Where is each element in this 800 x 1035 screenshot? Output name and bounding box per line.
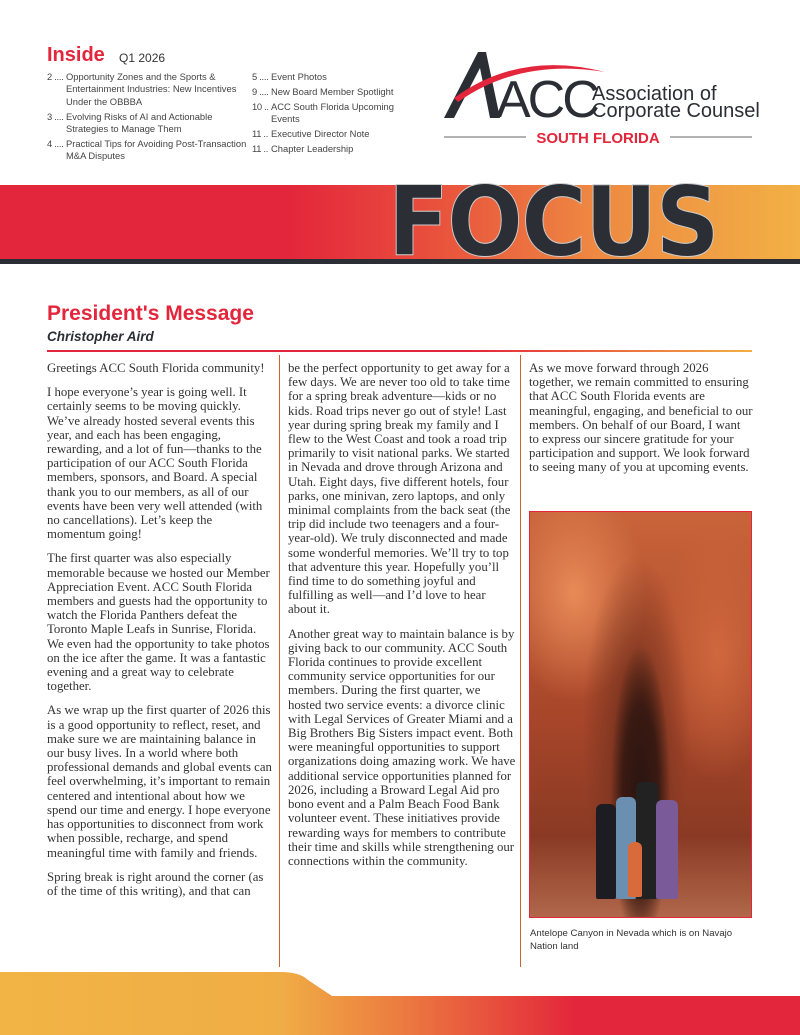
toc-page: 9 .... <box>252 85 269 97</box>
toc-page: 11 .. <box>252 143 269 155</box>
article-author: Christopher Aird <box>47 329 154 344</box>
toc-right <box>252 71 422 158</box>
toc-title: Event Photos <box>271 71 327 82</box>
person <box>656 800 678 899</box>
antelope-canyon-photo <box>529 511 752 918</box>
article-column-2 <box>288 361 516 878</box>
acc-logo <box>440 50 760 150</box>
toc-page: 11 .. <box>252 128 269 140</box>
column-divider <box>279 355 280 967</box>
article-column-1 <box>47 361 273 908</box>
toc-item[interactable] <box>252 101 422 126</box>
toc-item[interactable] <box>252 128 422 140</box>
toc-item[interactable] <box>252 86 422 98</box>
toc-item[interactable] <box>47 138 247 163</box>
footer-band <box>0 968 800 1035</box>
paragraph: The first quarter was also especially memorable because we hosted our Member Appreciation Event. ACC South Florida members and guests had the opportunity to watch the Florida Panthers defeat the Toronto Maple Leafs in Sunrise, Florida. We even had the opportunity to take photos on the ice after the game. It was a fantastic evening and a great way to celebrate together. <box>47 551 270 694</box>
newsletter-title: FOCUS <box>388 166 718 278</box>
issue-label: Q1 2026 <box>119 51 166 65</box>
toc-title: New Board Member Spotlight <box>271 85 394 97</box>
toc-item[interactable] <box>47 111 247 136</box>
toc-item[interactable] <box>47 71 247 108</box>
toc-page: 5 .... <box>252 71 269 82</box>
paragraph: As we move forward through 2026 together, we remain committed to ensuring that ACC South Florida events are meaningful, engaging, and beneficial to our members. On behalf of our Board, I want to express our sincere gratitude for your participation and support. We look forward to seeing many of you at upcoming events. <box>529 361 753 475</box>
toc-title: Chapter Leadership <box>271 143 354 155</box>
toc-page: 10 .. <box>252 100 269 112</box>
paragraph: be the perfect opportunity to get away for a few days. We are never too old to take time for a spring break adventure—kids or no kids. Road trips never go out of style! Last year during spring break my family and I flew to the West Coast and took a road trip primarily to visit national parks. We started in Nevada and drove through Arizona and Utah. Eight days, five different hotels, four parks, one minivan, zero laptops, and only minimal complaints from the back seat (the trip did include two teenagers and a four-year-old). We truly disconnected and made some wonderful memories. We’ll try to top that adventure this year. Hopefully you’ll find time to do something joyful and fulfilling as well—and I’d love to hear about it. <box>288 361 511 617</box>
person <box>596 804 616 899</box>
toc-title: Opportunity Zones and the Sports & Entertainment Industries: New Incentives Under the OBBBA <box>66 71 237 107</box>
toc-item[interactable] <box>252 143 422 155</box>
acc-logo-mark <box>440 50 760 150</box>
paragraph: Another great way to maintain balance is by giving back to our community. ACC South Florida continues to provide excellent community service opportunities for our members. During the first quarter, we hosted two service events: a divorce clinic with Legal Services of Greater Miami and a Big Brothers Big Sisters impact event. Both were meaningful opportunities to support organizations doing amazing work. We have additional service opportunities planned for 2026, including a Broward Legal Aid pro bono event and a Palm Beach Food Bank volunteer event. These initiatives provide rewarding ways for members to contribute their time and skills while strengthening our connections within the community. <box>288 626 516 868</box>
svg-text:SOUTH FLORIDA: SOUTH FLORIDA <box>536 130 660 147</box>
inside-title: Inside <box>47 44 105 66</box>
article-column-3 <box>529 361 753 485</box>
toc-page: 3 .... <box>47 110 64 122</box>
svg-text:Association of: Association of <box>592 83 717 105</box>
toc-page: 4 .... <box>47 138 64 150</box>
svg-text:Corporate Counsel: Corporate Counsel <box>592 100 760 122</box>
photo-caption: Antelope Canyon in Nevada which is on Navajo Nation land <box>530 928 733 952</box>
article-title: President's Message <box>47 302 254 325</box>
svg-text:ACC: ACC <box>496 71 597 129</box>
toc-title: Executive Director Note <box>271 128 370 140</box>
toc-title: Practical Tips for Avoiding Post-Transaction M&A Disputes <box>66 138 247 162</box>
paragraph: As we wrap up the first quarter of 2026 this is a good opportunity to reflect, reset, and make sure we are maintaining balance in our busy lives. In a world where both professional demands and global events can feel overwhelming, it’s important to remain centered and intentional about how we spend our time and energy. I hope everyone has opportunities to disconnect from work when possible, recharge, and spend meaningful time with family and friends. <box>47 703 272 860</box>
toc-title: ACC South Florida Upcoming Events <box>271 100 394 125</box>
toc-page: 2 .... <box>47 71 64 82</box>
column-divider <box>520 355 521 967</box>
paragraph: Greetings ACC South Florida community! <box>47 361 265 375</box>
title-rule <box>47 350 752 352</box>
toc-title: Evolving Risks of AI and Actionable Strategies to Manage Them <box>66 110 213 135</box>
toc-left <box>47 71 247 165</box>
toc-item[interactable] <box>252 71 422 83</box>
paragraph: Spring break is right around the corner (as of the time of this writing), and that can <box>47 869 264 898</box>
paragraph: I hope everyone’s year is going well. It certainly seems to be moving quickly. We’ve already hosted several events this year, and each has been engaging, rewarding, and a lot of fun—thanks to the participation of our ACC South Florida members, sponsors, and Board. A special thank you to our members, as all of our events have been very well attended (with no cancellations). Let’s keep the momentum going! <box>47 385 263 542</box>
person <box>628 842 642 897</box>
